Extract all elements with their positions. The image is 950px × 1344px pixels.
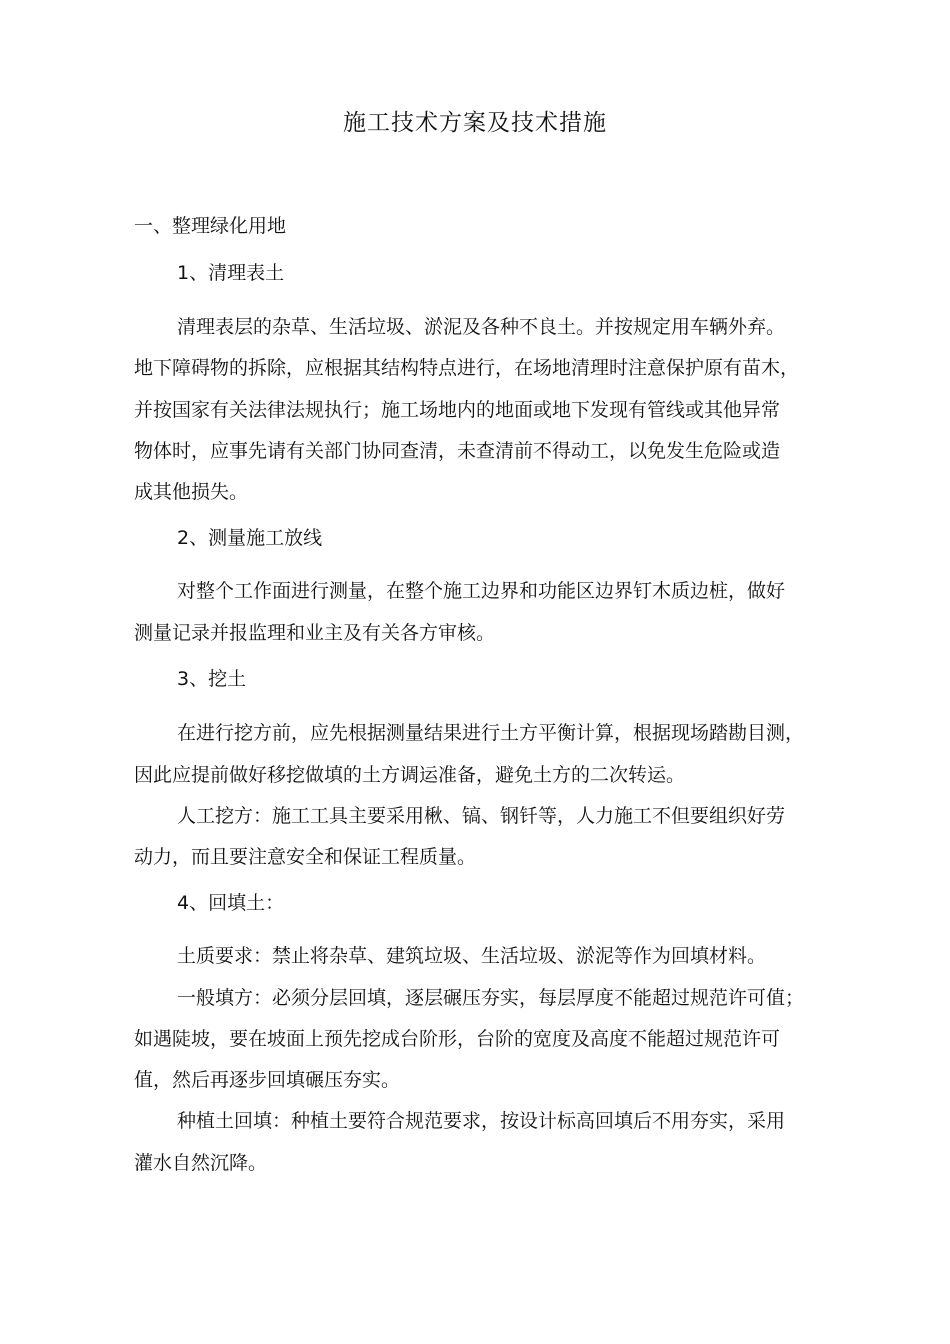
subsection-heading: 3、挖土 — [177, 668, 247, 690]
paragraph-line: 对整个工作面进行测量，在整个施工边界和功能区边界钉木质边桩，做好 — [177, 580, 786, 602]
paragraph-line: 如遇陡坡，要在坡面上预先挖成台阶形，台阶的宽度及高度不能超过规范许可 — [134, 1028, 781, 1050]
paragraph-line: 并按国家有关法律法规执行；施工场地内的地面或地下发现有管线或其他异常 — [134, 399, 781, 421]
paragraph-line: 物体时，应事先请有关部门协同查清，未查清前不得动工，以免发生危险或造 — [134, 440, 781, 462]
paragraph-line: 在进行挖方前，应先根据测量结果进行土方平衡计算，根据现场踏勘目测， — [177, 722, 805, 744]
paragraph-line: 测量记录并报监理和业主及有关各方审核。 — [134, 622, 496, 644]
section-heading: 一、整理绿化用地 — [134, 215, 287, 237]
paragraph-line: 土质要求：禁止将杂草、建筑垃圾、生活垃圾、淤泥等作为回填材料。 — [177, 945, 767, 967]
paragraph-line: 种植土回填：种植土要符合规范要求，按设计标高回填后不用夯实，采用 — [177, 1110, 786, 1132]
paragraph-line: 清理表层的杂草、生活垃圾、淤泥及各种不良土。并按规定用车辆外弃。 — [177, 316, 786, 338]
paragraph-line: 值，然后再逐步回填碾压夯实。 — [134, 1069, 401, 1091]
paragraph-line: 人工挖方：施工工具主要采用楸、镐、钢钎等，人力施工不但要组织好劳 — [177, 805, 786, 827]
subsection-heading: 4、回填土： — [177, 892, 285, 914]
paragraph-line: 一般填方：必须分层回填，逐层碾压夯实，每层厚度不能超过规范许可值； — [177, 987, 805, 1009]
paragraph-line: 成其他损失。 — [134, 481, 249, 503]
document-title: 施工技术方案及技术措施 — [343, 110, 607, 136]
paragraph-line: 动力，而且要注意安全和保证工程质量。 — [134, 846, 477, 868]
subsection-heading: 1、清理表土 — [177, 262, 285, 284]
subsection-heading: 2、测量施工放线 — [177, 527, 323, 549]
paragraph-line: 地下障碍物的拆除，应根据其结构特点进行，在场地清理时注意保护原有苗木， — [134, 357, 800, 379]
paragraph-line: 因此应提前做好移挖做填的土方调运准备，避免土方的二次转运。 — [134, 764, 686, 786]
paragraph-line: 灌水自然沉降。 — [134, 1152, 268, 1174]
